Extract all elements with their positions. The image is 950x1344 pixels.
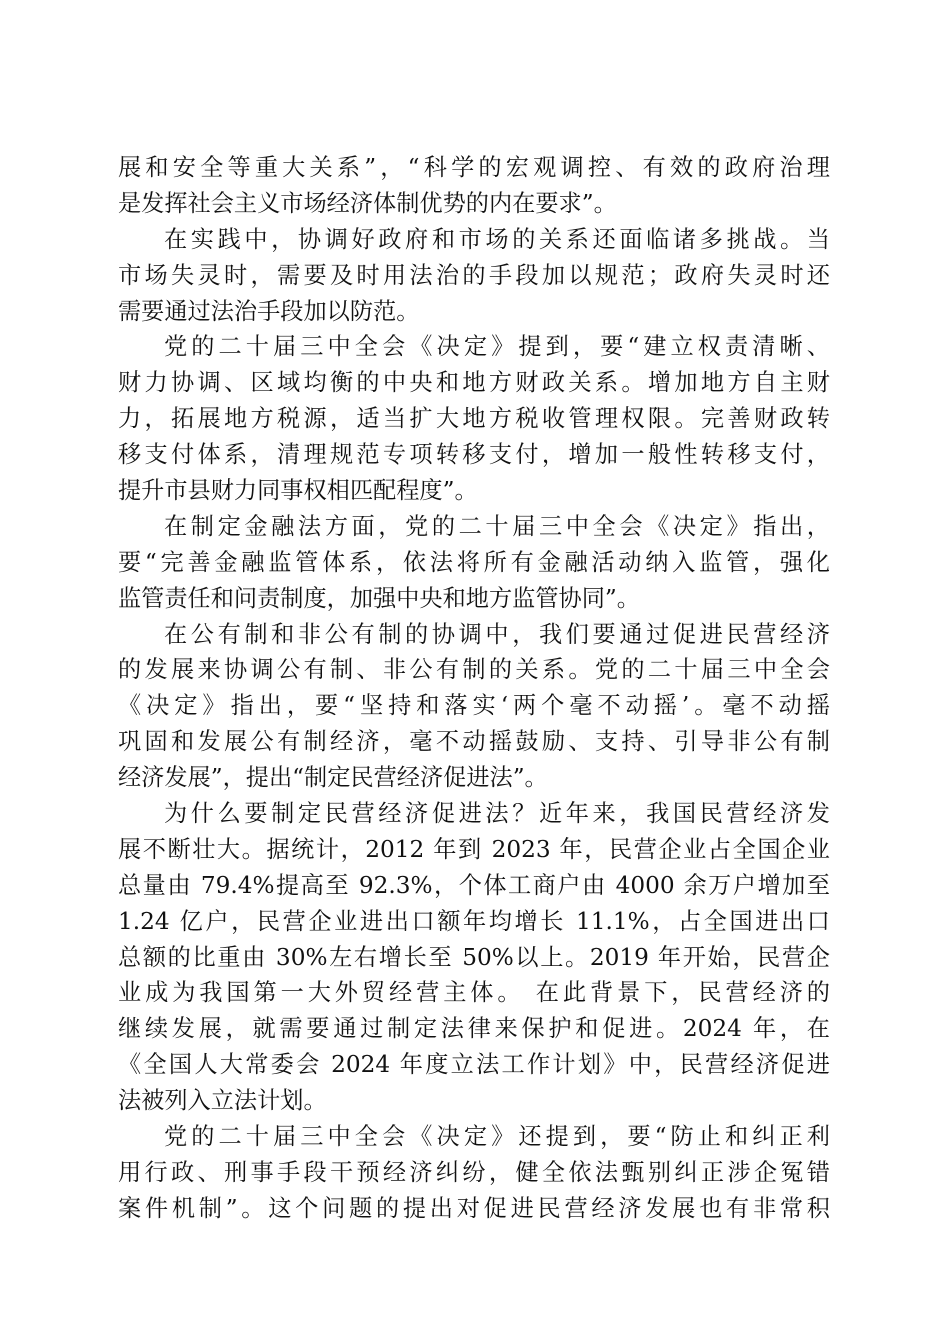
text-line: 在实践中，协调好政府和市场的关系还面临诸多挑战。当: [164, 225, 830, 253]
text-line: 用行政、刑事手段干预经济纠纷，健全依法甄别纠正涉企冤错: [118, 1158, 830, 1186]
text-line: 《全国人大常委会 2024 年度立法工作计划》中，民营经济促进: [118, 1051, 830, 1079]
text-line: 要“完善金融监管体系，依法将所有金融活动纳入监管，强化: [118, 548, 830, 576]
text-line: 1.24 亿户，民营企业进出口额年均增长 11.1%，占全国进出口: [118, 907, 830, 935]
paragraph-2: [118, 222, 830, 330]
paragraph-6: [118, 796, 830, 1119]
text-line: 《决定》指出，要“坚持和落实‘两个毫不动摇’。毫不动摇: [118, 692, 830, 720]
text-line: 巩固和发展公有制经济，毫不动摇鼓励、支持、引导非公有制: [118, 728, 830, 756]
text-line: 需要通过法治手段加以防范。: [118, 297, 420, 325]
text-line: 市场失灵时，需要及时用法治的手段加以规范；政府失灵时还: [118, 261, 830, 289]
text-line: 展和安全等重大关系”，“科学的宏观调控、有效的政府治理: [118, 154, 830, 181]
text-line: 继续发展，就需要通过制定法律来保护和促进。2024 年，在: [118, 1015, 830, 1043]
text-line: 在制定金融法方面，党的二十届三中全会《决定》指出，: [164, 512, 830, 540]
text-line: 党的二十届三中全会《决定》提到，要“建立权责清晰、: [164, 333, 830, 361]
text-line: 为什么要制定民营经济促进法？近年来，我国民营经济发: [164, 800, 830, 828]
text-line: 的发展来协调公有制、非公有制的关系。党的二十届三中全会: [118, 656, 830, 684]
text-line: 是发挥社会主义市场经济体制优势的内在要求”。: [118, 189, 617, 217]
text-line: 监管责任和问责制度，加强中央和地方监管协同”。: [118, 584, 640, 612]
text-line: 在公有制和非公有制的协调中，我们要通过促进民营经济: [164, 620, 830, 648]
text-line: 经济发展”，提出“制定民营经济促进法”。: [118, 764, 548, 792]
text-line: 展不断壮大。据统计，2012 年到 2023 年，民营企业占全国企业: [118, 835, 830, 863]
paragraph-4: [118, 509, 830, 617]
text-line: 提升市县财力同事权相匹配程度”。: [118, 477, 478, 505]
text-line: 业成为我国第一大外贸经营主体。 在此背景下，民营经济的: [118, 979, 830, 1007]
document-page: [118, 150, 830, 1227]
text-line: 党的二十届三中全会《决定》还提到，要“防止和纠正利: [164, 1123, 830, 1151]
text-line: 力，拓展地方税源，适当扩大地方税收管理权限。完善财政转: [118, 405, 830, 433]
text-line: 总量由 79.4%提高至 92.3%，个体工商户由 4000 余万户增加至: [118, 871, 830, 899]
paragraph-1: [118, 150, 830, 222]
paragraph-3: [118, 329, 830, 508]
paragraph-5: [118, 617, 830, 796]
text-line: 法被列入立法计划。: [118, 1087, 327, 1115]
text-line: 总额的比重由 30%左右增长至 50%以上。2019 年开始，民营企: [118, 943, 830, 971]
paragraph-7: [118, 1119, 830, 1227]
text-line: 财力协调、区域均衡的中央和地方财政关系。增加地方自主财: [118, 369, 830, 397]
text-line: 移支付体系，清理规范专项转移支付，增加一般性转移支付，: [118, 441, 830, 469]
text-line: 案件机制”。这个问题的提出对促进民营经济发展也有非常积: [118, 1194, 830, 1222]
